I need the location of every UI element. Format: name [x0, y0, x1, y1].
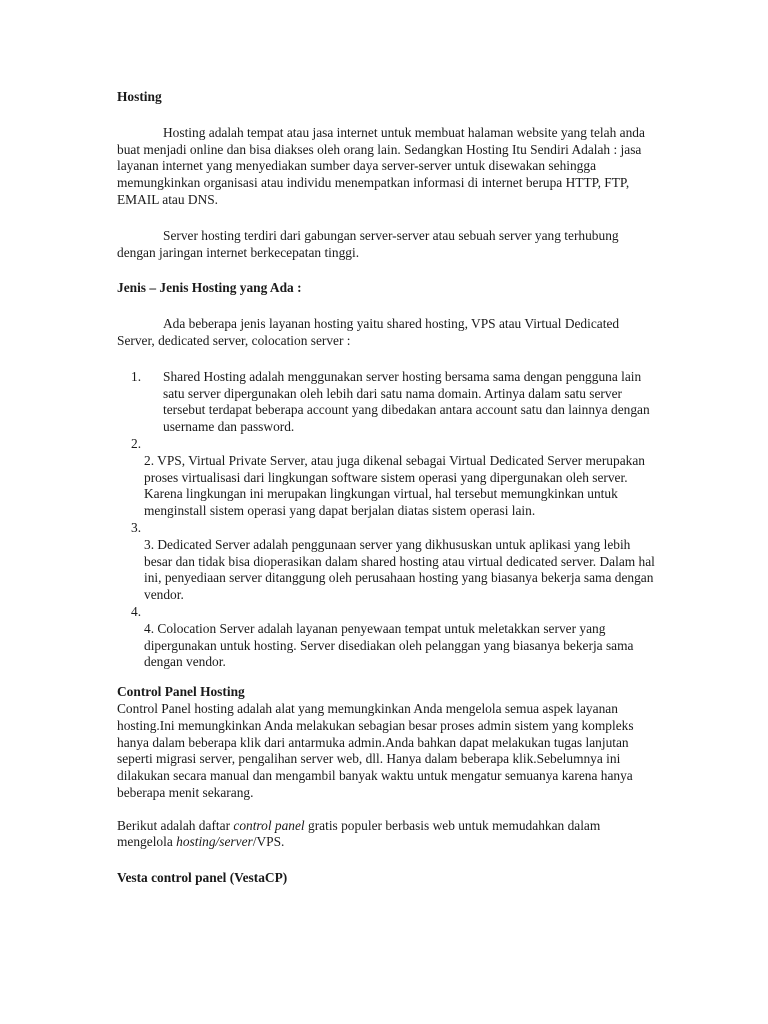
paragraph-berikut	[117, 818, 657, 852]
list-item-number: 2.	[131, 435, 142, 451]
berikut-text-mid: gratis populer berbasis web untuk memudahkan dalam mengelola	[117, 817, 601, 850]
paragraph-control-panel: Control Panel hosting adalah alat yang memungkinkan Anda mengelola semua aspek layanan hosting.Ini memungkinkan Anda melakukan sebagian besar proses admin sistem yang kompleks hanya dalam beberapa klik dari antarmuka admin.Anda bahkan dapat melakukan tugas lanjutan seperti migrasi server, pengalihan server web, dll. Hanya dalam beberapa klik.Sebelumnya ini dilakukan secara manual dan mengambil banyak waktu untuk mengatur semuanya karena hanya beberapa menit sekarang.	[117, 700, 634, 800]
document-page	[117, 89, 657, 887]
berikut-emphasis-control-panel: control panel	[233, 817, 305, 833]
list-item-number: 4.	[131, 603, 142, 619]
paragraph-server-hosting: Server hosting terdiri dari gabungan server-server atau sebuah server yang terhubung dengan jaringan internet berkecepatan tinggi.	[117, 227, 619, 260]
heading-control-panel: Control Panel Hosting	[117, 684, 245, 700]
hosting-types-list	[117, 369, 657, 671]
heading-vesta: Vesta control panel (VestaCP)	[117, 870, 288, 886]
list-item-text: 3. Dedicated Server adalah penggunaan server yang dikhususkan untuk aplikasi yang lebih besar dan tidak bisa dioperasikan dalam shared hosting atau virtual dedicated server. Dalam hal ini, penyediaan server ditanggung oleh perusahaan hosting yang biasanya bekerja sama dengan vendor.	[144, 536, 655, 603]
heading-jenis-hosting: Jenis – Jenis Hosting yang Ada :	[117, 280, 302, 296]
list-item	[117, 604, 657, 671]
list-item-number: 3.	[131, 519, 142, 535]
list-item	[117, 436, 657, 520]
list-item-text: Shared Hosting adalah menggunakan server hosting bersama sama dengan pengguna lain satu server dipergunakan oleh lebih dari satu nama domain. Artinya dalam satu server tersebut terdapat beberapa account yang dibedakan antara account satu dan lainnya dengan username dan password.	[163, 368, 650, 435]
list-item	[117, 520, 657, 604]
list-item-number: 1.	[131, 368, 142, 384]
berikut-emphasis-hosting-server: hosting/server	[176, 834, 253, 850]
list-item	[117, 369, 657, 436]
paragraph-jenis-hosting: Ada beberapa jenis layanan hosting yaitu shared hosting, VPS atau Virtual Dedicated Server, dedicated server, colocation server :	[117, 316, 620, 348]
list-item-text: 4. Colocation Server adalah layanan penyewaan tempat untuk meletakkan server yang dipergunakan untuk hosting. Server disediakan oleh pelanggan yang biasanya bekerja sama dengan vendor.	[144, 620, 634, 670]
heading-hosting: Hosting	[117, 89, 162, 104]
berikut-text-post: /VPS.	[252, 834, 285, 850]
list-item-text: 2. VPS, Virtual Private Server, atau juga dikenal sebagai Virtual Dedicated Server merupakan proses virtualisasi dari lingkungan software sistem operasi yang dipergunakan oleh server. Karena lingkungan ini merupakan lingkungan virtual, hal tersebut memungkinkan untuk menginstall sistem operasi yang dapat berjalan diatas sistem operasi lain.	[144, 452, 645, 519]
berikut-text-pre: Berikut adalah daftar	[117, 817, 234, 833]
paragraph-hosting-definition: Hosting adalah tempat atau jasa internet untuk membuat halaman website yang telah anda buat menjadi online dan bisa diakses oleh orang lain. Sedangkan Hosting Itu Sendiri Adalah : jasa layanan internet yang menyediakan sumber daya server-server untuk disewakan sehingga memungkinkan organisasi atau individu menempatkan informasi di internet berupa HTTP, FTP, EMAIL atau DNS.	[117, 124, 645, 207]
